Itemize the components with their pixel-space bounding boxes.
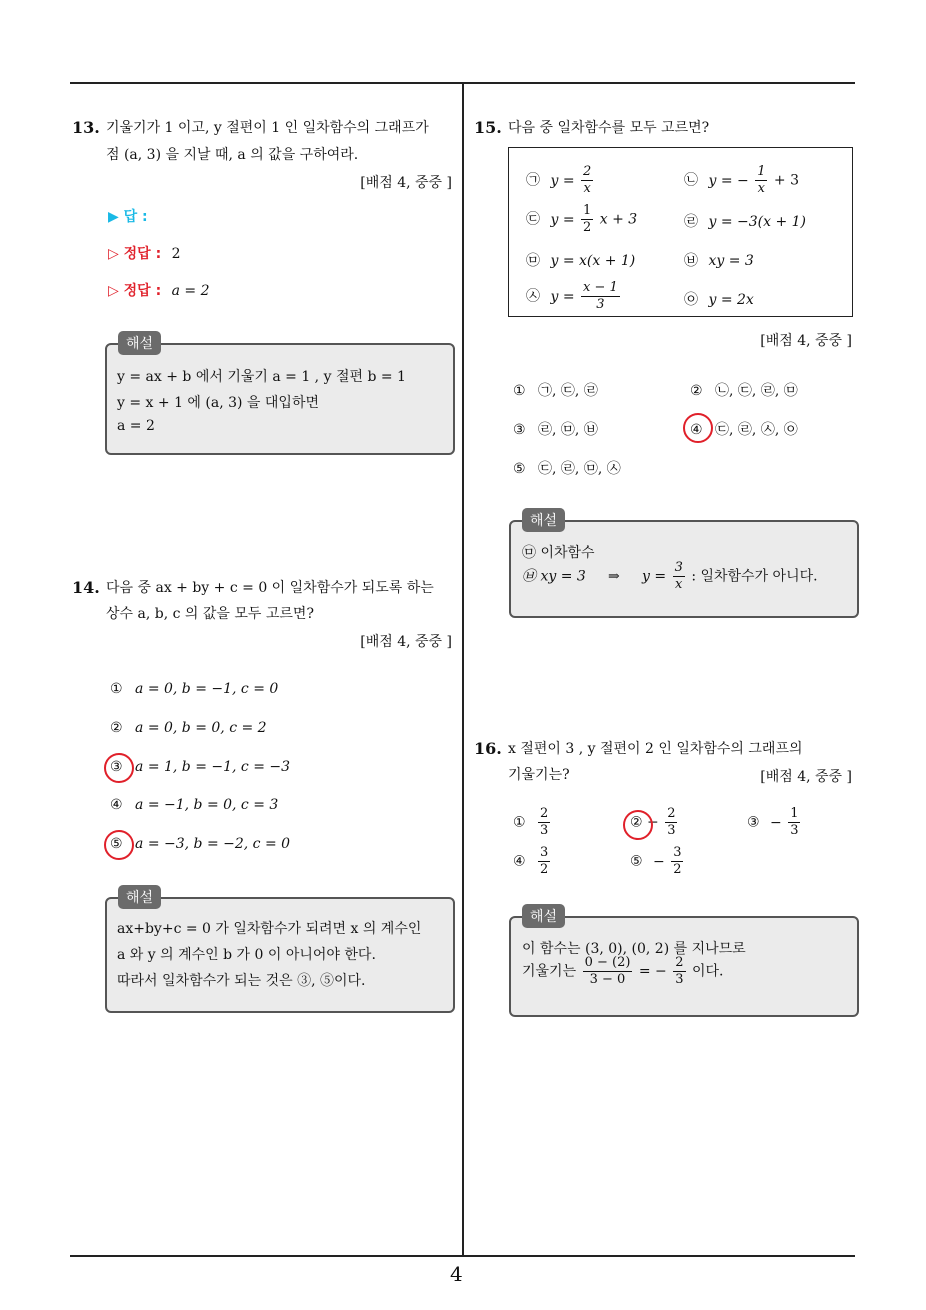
q15-number: 15. [474, 118, 502, 137]
q15-text-line1: 다음 중 일차함수를 모두 고르면? [508, 120, 710, 136]
fraction: $\frac{2}{3}$ [675, 955, 684, 987]
q15-item-a [526, 164, 595, 197]
item-mark: ㉣ [684, 214, 698, 230]
choice-mark: ④ [690, 422, 703, 438]
choice-mark: ④ [513, 853, 526, 870]
fraction: $\frac{3}{2}$ [540, 845, 549, 877]
choice-text: a = 1, b = −1, c = −3 [135, 759, 291, 775]
choice-mark: ② [630, 814, 643, 831]
q16-choice-5[interactable] [630, 845, 685, 878]
q14-choice-5[interactable] [110, 836, 290, 852]
explain-text: 이다. [691, 963, 724, 980]
fraction: $\frac{1}{3}$ [790, 806, 799, 838]
choice-text: ㉢, ㉣, ㉤, ㉦ [538, 461, 621, 477]
choice-mark: ③ [513, 422, 526, 438]
q16-text-line2: 기울기는? [508, 767, 570, 783]
q13-explain-line: y = x + 1 에 (a, 3) 을 대입하면 [117, 395, 319, 411]
item-lhs: y = − [708, 172, 749, 189]
choice-text: ㉣, ㉤, ㉥ [538, 422, 598, 438]
choice-mark: ④ [110, 797, 123, 813]
fraction: $\frac{2}{3}$ [540, 806, 549, 838]
q13-explain-line: a = 2 [117, 418, 155, 434]
fraction: $\frac{1}{2}$ [583, 203, 592, 235]
item-rhs: x + 3 [599, 211, 638, 228]
q15-item-g [526, 280, 622, 313]
q13-number: 13. [72, 118, 100, 137]
q13-correct1-label: ▷ 정답 : [108, 246, 162, 262]
q16-text-line1: x 절편이 3 , y 절편이 2 인 일차함수의 그래프의 [508, 741, 803, 757]
q16-choice-1[interactable] [513, 806, 552, 839]
q15-explain-line2 [522, 560, 818, 593]
q15-item-e [526, 250, 635, 270]
q15-choice-3[interactable] [513, 419, 598, 439]
q14-text-line1: 다음 중 ax + by + c = 0 이 일차함수가 되도록 하는 [106, 580, 434, 596]
q14-choice-3[interactable] [110, 759, 290, 775]
choice-sign: − [647, 814, 659, 831]
choice-text: a = 0, b = 0, c = 2 [135, 720, 267, 736]
answer-circle-mark [683, 413, 713, 443]
q15-item-d [684, 211, 806, 231]
choice-text: ㉢, ㉣, ㉦, ㉧ [715, 422, 798, 438]
q14-choice-2[interactable] [110, 720, 267, 736]
item-mark: ㉠ [526, 172, 540, 189]
item-lhs: y = [550, 172, 575, 189]
q16-score: [배점 4, 중중 ] [760, 769, 852, 785]
q14-explain-line: a 와 y 의 계수인 b 가 0 이 아니어야 한다. [117, 947, 376, 963]
q14-text-line2: 상수 a, b, c 의 값을 모두 고르면? [106, 606, 314, 622]
choice-sign: − [653, 853, 665, 870]
q13-text-line2: 점 (a, 3) 을 지날 때, a 의 값을 구하여라. [106, 147, 359, 163]
choice-text: a = 0, b = −1, c = 0 [135, 681, 279, 697]
q15-explain-line1: ㉤ 이차함수 [522, 545, 595, 561]
fraction: $\frac{3}{x}$ [674, 560, 683, 592]
q16-explanation-tag: 해설 [522, 904, 565, 928]
q13-correct1-value: 2 [171, 246, 181, 262]
choice-mark: ② [690, 383, 703, 399]
fraction: $\frac{2}{x}$ [583, 164, 592, 196]
item-mark: ㉤ [526, 253, 540, 269]
choice-mark: ① [110, 681, 123, 697]
q16-explain-line2 [522, 955, 723, 988]
item-rhs: + 3 [773, 172, 800, 189]
q15-score: [배점 4, 중중 ] [760, 333, 852, 349]
item-mark: ㉢ [526, 211, 540, 228]
item-text: y = x(x + 1) [550, 253, 636, 269]
q15-item-c [526, 203, 637, 236]
choice-mark: ⑤ [110, 836, 123, 852]
choice-mark: ③ [110, 759, 123, 775]
item-mark: ㉦ [526, 288, 540, 305]
choice-mark: ② [110, 720, 123, 736]
explain-text: : 일차함수가 아니다. [691, 568, 818, 585]
item-text: xy = 3 [708, 253, 754, 269]
q14-explain-line: 따라서 일차함수가 되는 것은 ③, ⑤이다. [117, 973, 366, 989]
q15-item-b [684, 164, 799, 197]
q16-choice-4[interactable] [513, 845, 552, 878]
choice-text: a = −3, b = −2, c = 0 [135, 836, 291, 852]
q15-explanation-tag: 해설 [522, 508, 565, 532]
page-number: 4 [450, 1262, 463, 1286]
q13-correct2-value: a = 2 [171, 283, 210, 299]
q14-explanation-tag: 해설 [118, 885, 161, 909]
fraction: $\frac{3}{2}$ [673, 845, 682, 877]
choice-mark: ③ [747, 814, 760, 831]
choice-text: a = −1, b = 0, c = 3 [135, 797, 279, 813]
item-lhs: y = [550, 211, 575, 228]
fraction: $\frac{2}{3}$ [667, 806, 676, 838]
choice-mark: ⑤ [630, 853, 643, 870]
q15-choice-1[interactable] [513, 380, 598, 400]
q13-explanation-tag: 해설 [118, 331, 161, 355]
q16-number: 16. [474, 739, 502, 758]
item-text: y = −3(x + 1) [708, 214, 806, 230]
q14-choice-1[interactable] [110, 681, 278, 697]
explain-text: 기울기는 [522, 963, 577, 980]
choice-text: ㉠, ㉢, ㉣ [538, 383, 598, 399]
q14-choice-4[interactable] [110, 797, 278, 813]
q16-choice-3[interactable] [747, 806, 802, 839]
q13-explain-line: y = ax + b 에서 기울기 a = 1 , y 절편 b = 1 [117, 369, 406, 385]
q13-answer-label: ▶ 답 : [108, 209, 148, 225]
q16-explain-line1: 이 함수는 (3, 0), (0, 2) 를 지나므로 [522, 941, 746, 957]
answer-circle-mark [104, 830, 134, 860]
item-mark: ㉡ [684, 172, 698, 189]
item-mark: ㉧ [684, 292, 698, 308]
q14-explain-line: ax+by+c = 0 가 일차함수가 되려면 x 의 계수인 [117, 921, 422, 937]
answer-circle-mark [104, 753, 134, 783]
q15-choice-2[interactable] [690, 380, 798, 400]
choice-sign: − [770, 814, 782, 831]
bottom-rule [70, 1255, 855, 1257]
q13-score: [배점 4, 중중 ] [360, 175, 452, 191]
choice-mark: ① [513, 814, 526, 831]
item-text: y = 2x [708, 292, 754, 308]
fraction: $\frac{1}{x}$ [757, 164, 766, 196]
column-divider [462, 83, 464, 1256]
answer-circle-mark [623, 810, 653, 840]
q13-correct2-label: ▷ 정답 : [108, 283, 162, 299]
choice-mark: ⑤ [513, 461, 526, 477]
fraction: $\frac{0 - (2)}{3 - 0}$ [584, 955, 631, 987]
q14-score: [배점 4, 중중 ] [360, 634, 452, 650]
q15-choice-5[interactable] [513, 458, 621, 478]
q15-item-f [684, 250, 754, 270]
q14-number: 14. [72, 578, 100, 597]
q15-item-h [684, 289, 754, 309]
item-mark: ㉥ [684, 253, 698, 269]
item-lhs: y = [550, 288, 575, 305]
q13-correct1 [108, 243, 181, 263]
q13-text-line1: 기울기가 1 이고, y 절편이 1 인 일차함수의 그래프가 [106, 120, 429, 136]
q13-correct2 [108, 280, 210, 300]
explain-text: ㉥ xy = 3 ⇒ y = [522, 568, 667, 585]
fraction: $\frac{x - 1}{3}$ [583, 280, 618, 312]
explain-text: = − [638, 963, 667, 980]
choice-text: ㉡, ㉢, ㉣, ㉤ [715, 383, 798, 399]
choice-mark: ① [513, 383, 526, 399]
